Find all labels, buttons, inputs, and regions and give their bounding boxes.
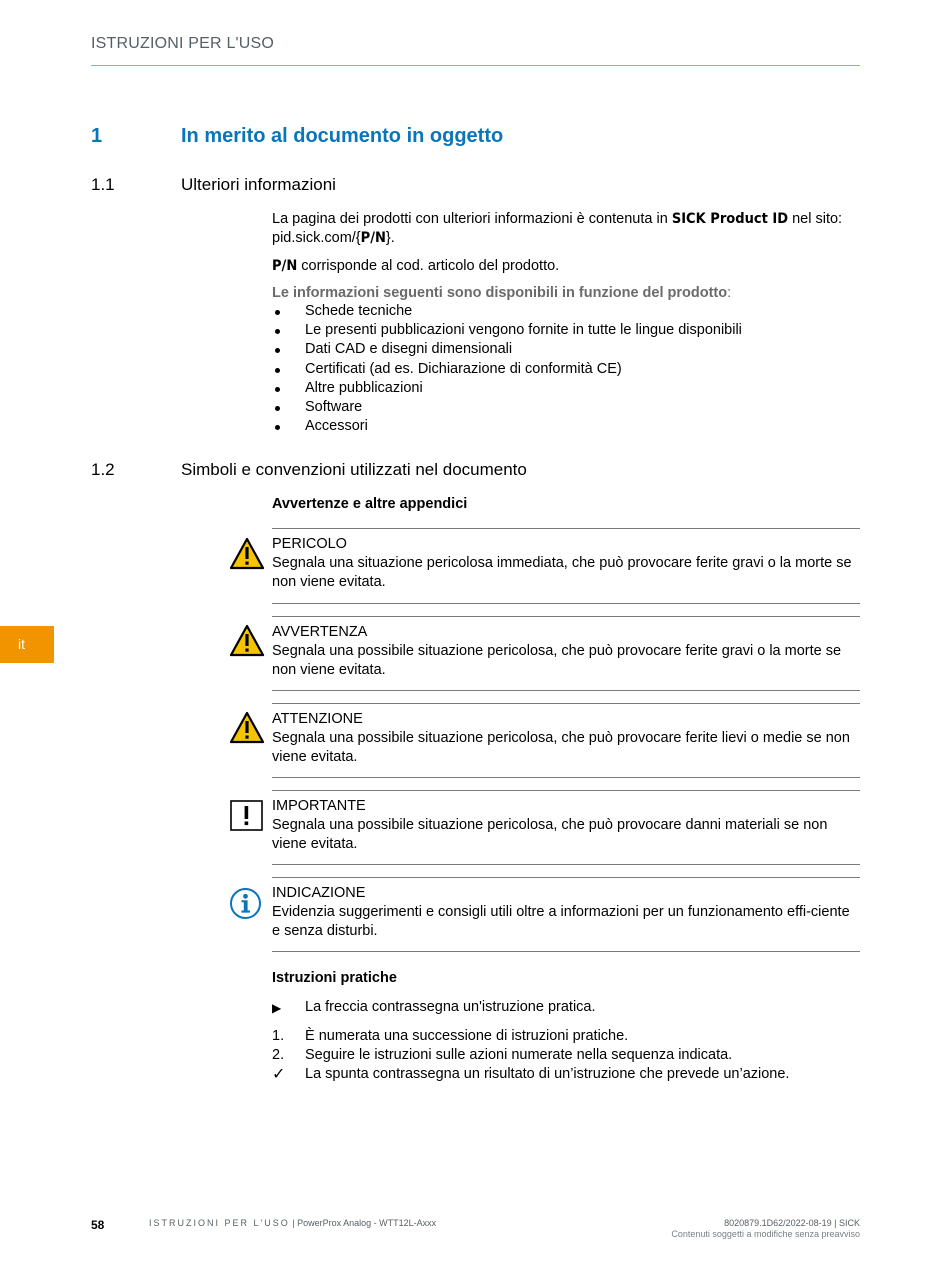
language-tab[interactable]	[0, 626, 54, 663]
checkmark-icon: ✓	[272, 1064, 286, 1083]
list-item: Certificati (ad es. Dichiarazione di conformità CE)	[272, 360, 742, 379]
paragraph-text: :	[727, 285, 732, 301]
footer-document-info	[149, 1218, 436, 1228]
instruction-text: Seguire le istruzioni sulle azioni numerate nella sequenza indicata.	[305, 1047, 733, 1063]
pn-term: P/N	[272, 258, 298, 274]
warnings-heading: Avvertenze e altre appendici	[272, 496, 468, 512]
pn-term: P/N	[360, 230, 386, 246]
section-1-2-title: Simboli e convenzioni utilizzati nel documento	[181, 460, 527, 479]
list-item: Altre pubblicazioni	[272, 379, 742, 398]
step-number: 1.	[272, 1028, 285, 1044]
warning-triangle-icon	[229, 537, 265, 575]
paragraph-text: nel sito:	[788, 211, 843, 227]
section-1-2-number: 1.2	[91, 460, 115, 479]
notice-text: Evidenzia suggerimenti e consigli utili oltre a informazioni per un funzionamento effi-ciente e senza disturbi.	[272, 904, 850, 939]
section-1-1-number: 1.1	[91, 175, 115, 194]
footer-reference	[671, 1218, 860, 1240]
notice-label: PERICOLO	[272, 536, 347, 552]
notice-label: IMPORTANTE	[272, 798, 366, 814]
paragraph-info-available	[272, 284, 862, 303]
footer-doc-ref: 8020879.1D62/2022-08-19 | SICK	[724, 1218, 860, 1228]
exclamation-box-icon	[230, 800, 263, 836]
paragraph-text: corrisponde al cod. articolo del prodotto.	[297, 258, 560, 274]
sick-product-id-term: SICK Product ID	[671, 211, 789, 227]
info-circle-icon	[229, 887, 262, 925]
section-1-1-title: Ulteriori informazioni	[181, 175, 336, 194]
warning-triangle-icon	[229, 624, 265, 662]
instruction-text: È numerata una successione di istruzioni pratiche.	[305, 1028, 629, 1044]
header-title: ISTRUZIONI PER L'USO	[91, 35, 275, 52]
language-tab-label: it	[18, 636, 25, 652]
section-1-number: 1	[91, 125, 103, 147]
info-bullet-list	[272, 302, 742, 436]
footer-doc-type: ISTRUZIONI PER L'USO	[149, 1218, 290, 1228]
notice-pericolo	[272, 528, 860, 604]
notice-indicazione	[272, 877, 860, 952]
paragraph-text: pid.sick.com/{	[272, 230, 361, 246]
instruction-text: La freccia contrassegna un'istruzione pratica.	[305, 999, 596, 1015]
notice-label: INDICAZIONE	[272, 885, 366, 901]
paragraph-text: La pagina dei prodotti con ulteriori informazioni è contenuta in	[272, 211, 672, 227]
notice-avvertenza	[272, 616, 860, 691]
list-item: Schede tecniche	[272, 302, 742, 321]
header-rule	[91, 65, 860, 66]
notice-attenzione	[272, 703, 860, 778]
section-1-title: In merito al documento in oggetto	[181, 125, 504, 147]
notice-label: AVVERTENZA	[272, 624, 368, 640]
step-number: 2.	[272, 1047, 285, 1063]
paragraph-product-id	[272, 210, 862, 248]
list-item: Accessori	[272, 417, 742, 436]
footer-page-number: 58	[91, 1218, 105, 1232]
list-item: Le presenti pubblicazioni vengono fornite in tutte le lingue disponibili	[272, 321, 742, 340]
notice-text: Segnala una possibile situazione pericolosa, che può provocare ferite gravi o la morte se non viene evitata.	[272, 643, 842, 678]
list-item: Software	[272, 398, 742, 417]
notice-label: ATTENZIONE	[272, 711, 363, 727]
notice-text: Segnala una possibile situazione pericolosa, che può provocare ferite lievi o medie se non viene evitata.	[272, 730, 850, 765]
paragraph-text: }.	[385, 230, 395, 246]
list-item: Dati CAD e disegni dimensionali	[272, 340, 742, 359]
footer-product: | PowerProx Analog - WTT12L-Axxx	[289, 1218, 437, 1228]
paragraph-pn	[272, 257, 862, 276]
notice-importante	[272, 790, 860, 865]
instruction-text: La spunta contrassegna un risultato di un’istruzione che prevede un’azione.	[305, 1066, 790, 1082]
footer-disclaimer: Contenuti soggetti a modifiche senza preavviso	[671, 1229, 860, 1239]
notice-text: Segnala una possibile situazione pericolosa, che può provocare danni materiali se non viene evitata.	[272, 817, 828, 852]
instructions-heading: Istruzioni pratiche	[272, 970, 397, 986]
arrow-right-icon: ▶	[272, 1001, 282, 1015]
paragraph-strong-text: Le informazioni seguenti sono disponibili in funzione del prodotto	[272, 285, 728, 301]
notice-text: Segnala una situazione pericolosa immediata, che può provocare ferite gravi o la morte se non viene evitata.	[272, 555, 852, 590]
warning-triangle-icon	[229, 711, 265, 749]
